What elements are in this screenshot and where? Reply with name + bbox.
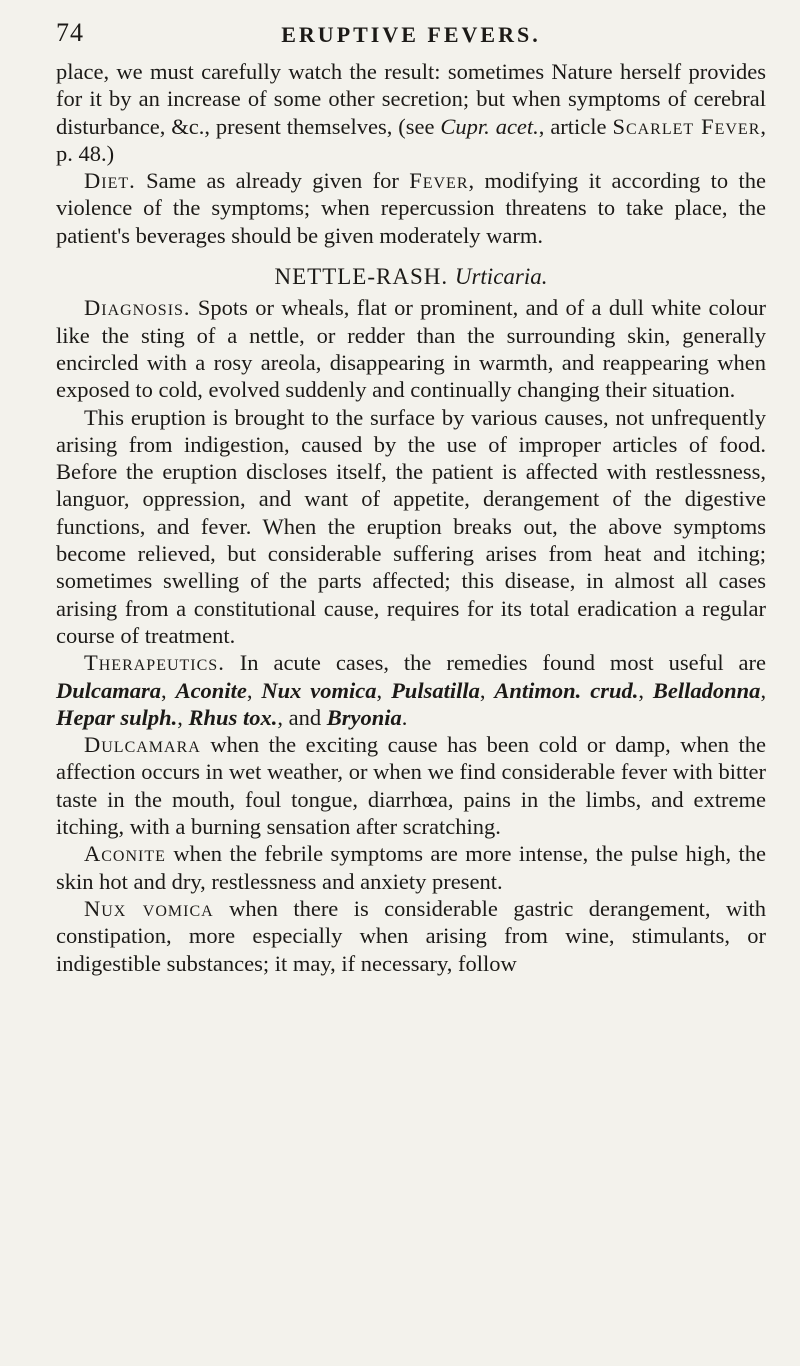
cross-reference-work: Cupr. acet. — [440, 113, 539, 139]
diagnosis-label: Diagnosis. — [84, 295, 191, 321]
remedy-name: Antimon. crud. — [494, 677, 639, 703]
remedy-name: Pulsatilla — [391, 677, 480, 703]
section-latin-name: Urticaria. — [454, 264, 548, 290]
diagnosis-paragraph: Diagnosis. Spots or wheals, flat or prominent, and of a dull white colour like the sting of a nettle, or redder than the surrounding skin, generally encircled with a rosy areola, disappearing in warmth, and reappearing when exposed to cold, evolved suddenly and continually changing their situation. — [56, 295, 766, 403]
remedy-name: Bryonia — [326, 704, 402, 730]
remedy-name: Belladonna — [652, 677, 761, 703]
body-text — [56, 58, 766, 977]
remedy-paragraph-nux-vomica: Nux vomica when there is considerable gastric derangement, with constipation, more especially when arising from wine, stimulants, or indigestible substances; it may, if necessary, follow — [56, 895, 767, 976]
remedy-label: Dulcamara — [84, 732, 201, 758]
running-title: ERUPTIVE FEVERS. — [281, 22, 541, 47]
diet-label: Diet. — [84, 168, 136, 194]
therapeutics-paragraph: Therapeutics. In acute cases, the remedies found most useful are Dulcamara, Aconite, Nux vomica, Pulsatilla, Antimon. crud., Belladonna, Hepar sulph., Rhus tox., and Bryonia. — [56, 650, 767, 730]
remedy-label: Nux vomica — [84, 895, 214, 921]
section-title: NETTLE-RASH. — [274, 264, 449, 290]
remedy-paragraph-aconite: Aconite when the febrile symptoms are more intense, the pulse high, the skin hot and dry, restlessness and anxiety present. — [56, 841, 766, 894]
diet-paragraph: Diet. Same as already given for Fever, modifying it according to the violence of the symptoms; when repercussion threatens to take place, the patient's beverages should be given moderately warm. — [56, 168, 766, 248]
continuation-paragraph: place, we must carefully watch the result: sometimes Nature herself provides for it by an increase of some other secretion; but when symptoms of cerebral disturbance, &c., present themselves, (see Cupr. acet., article Scarlet Fever, p. 48.) — [56, 59, 766, 166]
diet-reference: Fever — [409, 168, 469, 194]
remedy-name: Aconite — [175, 677, 247, 703]
page-number: 74 — [56, 18, 84, 47]
remedy-name: Hepar sulph. — [56, 704, 178, 730]
causes-paragraph: This eruption is brought to the surface by various causes, not unfrequently arising from indigestion, caused by the use of improper articles of food. Before the eruption discloses itself, the patient is affected with restlessness, languor, oppression, and want of appetite, derangement of the digestive functions, and fever. When the eruption breaks out, the above symptoms become relieved, but considerable suffering arises from heat and itching; sometimes swelling of the parts affected; this disease, in almost all cases arising from a constitutional cause, requires for its total eradication a regular course of treatment. — [56, 404, 766, 648]
section-heading — [56, 263, 766, 290]
cross-reference-article: Scarlet Fever — [612, 113, 761, 139]
running-head — [56, 18, 766, 58]
remedy-label: Aconite — [84, 841, 166, 867]
remedy-name: Rhus tox. — [188, 704, 278, 730]
remedy-paragraph-dulcamara: Dulcamara when the exciting cause has been cold or damp, when the affection occurs in wet weather, or when we find considerable fever with bitter taste in the mouth, foul tongue, diarrhœa, pains in the limbs, and extreme itching, with a burning sensation after scratching. — [56, 732, 766, 840]
therapeutics-label: Therapeutics. — [84, 650, 225, 676]
remedy-name: Nux vomica — [261, 677, 377, 703]
remedy-name: Dulcamara — [56, 677, 162, 703]
